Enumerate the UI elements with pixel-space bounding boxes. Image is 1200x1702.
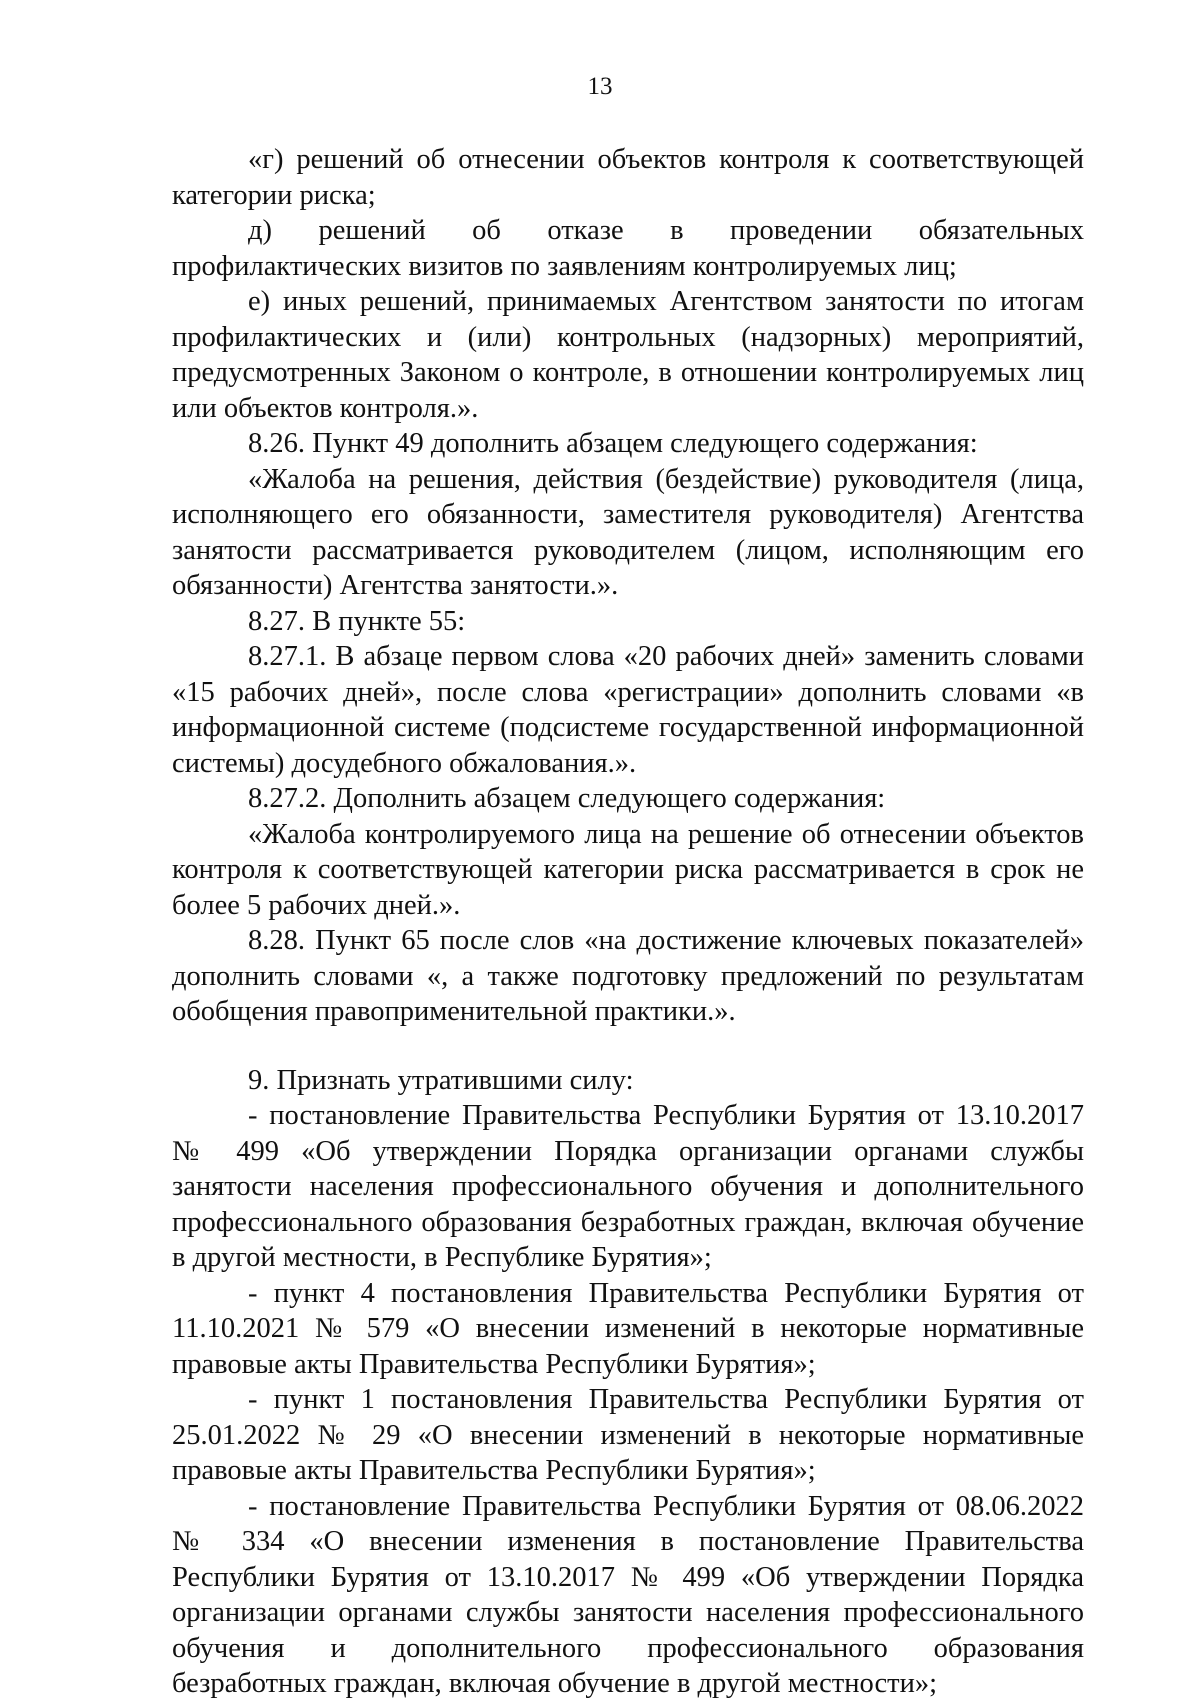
- document-body: [172, 142, 1084, 1702]
- paragraph-8-27-1: 8.27.1. В абзаце первом слова «20 рабочих дней» заменить словами «15 рабочих дней», после слова «регистрации» дополнить словами «в информационной системе (подсистеме государственной информационной системы) досудебного обжалования.».: [172, 641, 1084, 779]
- paragraph-item-g: «г) решений об отнесении объектов контроля к соответствующей категории риска;: [172, 144, 1084, 211]
- paragraph-repeal-29: - пункт 1 постановления Правительства Республики Бурятия от 25.01.2022 № 29 «О внесении изменений в некоторые нормативные правовые акты Правительства Республики Бурятия»;: [172, 1384, 1084, 1486]
- paragraph-repeal-334: - постановление Правительства Республики Бурятия от 08.06.2022 № 334 «О внесении изменения в постановление Правительства Республики Бурятия от 13.10.2017 № 499 «Об утверждении Порядка организации органами службы занятости населения профессионального обучения и дополнительного профессионального образования безработных граждан, включая обучение в другой местности»;: [172, 1490, 1084, 1699]
- paragraph-8-28: 8.28. Пункт 65 после слов «на достижение ключевых показателей» дополнить словами «, а также подготовку предложений по результатам обобщения правоприменительной практики.».: [172, 925, 1084, 1027]
- paragraph-8-26: 8.26. Пункт 49 дополнить абзацем следующего содержания:: [248, 428, 978, 459]
- paragraph-8-27: 8.27. В пункте 55:: [248, 605, 466, 637]
- paragraph-8-27-2: 8.27.2. Дополнить абзацем следующего содержания:: [248, 783, 886, 814]
- paragraph-complaint-risk: «Жалоба контролируемого лица на решение об отнесении объектов контроля к соответствующей категории риска рассматривается в срок не более 5 рабочих дней.».: [172, 818, 1084, 921]
- paragraph-complaint-head: «Жалоба на решения, действия (бездействие) руководителя (лица, исполняющего его обязанности, заместителя руководителя) Агентства занятости рассматривается руководителем (лицом, исполняющим его обязанности) Агентства занятости.».: [172, 463, 1084, 601]
- paragraph-repeal-499: - постановление Правительства Республики Бурятия от 13.10.2017 № 499 «Об утверждении Порядка организации органами службы занятости населения профессионального обучения и дополнительного профессионального образования безработных граждан, включая обучение в другой местности, в Республике Бурятия»;: [172, 1100, 1084, 1273]
- paragraph-item-d: д) решений об отказе в проведении обязательных профилактических визитов по заявлениям контролируемых лиц;: [172, 215, 1084, 282]
- paragraph-repeal-579: - пункт 4 постановления Правительства Республики Бурятия от 11.10.2021 № 579 «О внесении изменений в некоторые нормативные правовые акты Правительства Республики Бурятия»;: [172, 1277, 1084, 1380]
- paragraph-item-e: е) иных решений, принимаемых Агентством занятости по итогам профилактических и (или) контрольных (надзорных) мероприятий, предусмотренных Законом о контроле, в отношении контролируемых лиц или объектов контроля.».: [172, 286, 1084, 424]
- paragraph-9: 9. Признать утратившими силу:: [248, 1064, 634, 1096]
- page-number: 13: [587, 73, 613, 100]
